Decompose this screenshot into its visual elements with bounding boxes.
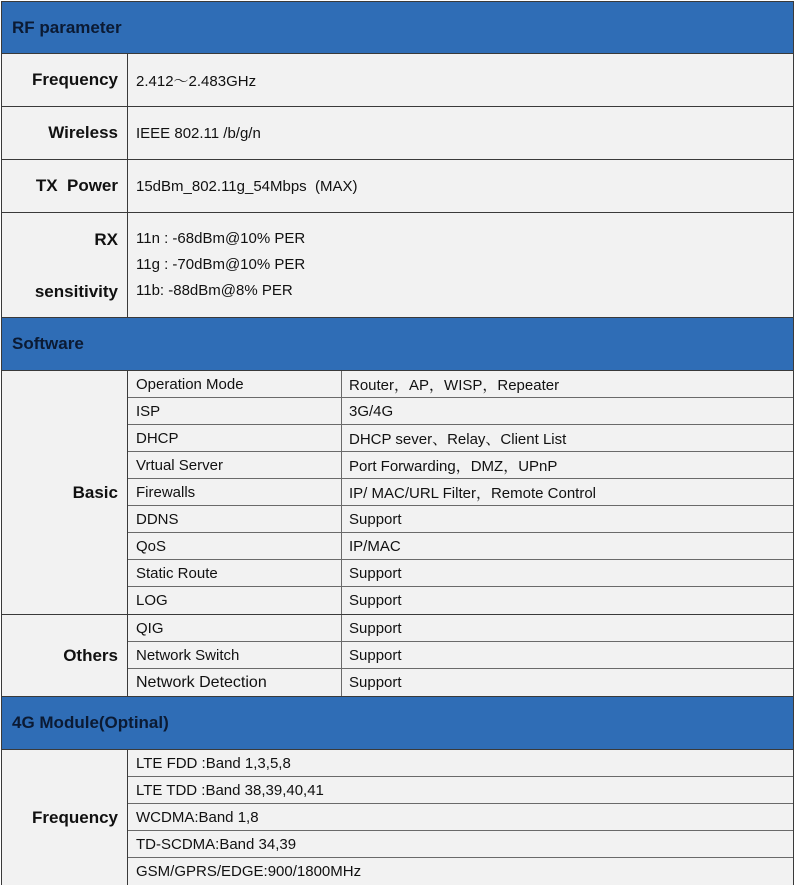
label-wireless: Wireless <box>2 107 128 159</box>
feature-cell: DDNS <box>128 506 342 532</box>
value-cell: IP/MAC <box>349 537 401 555</box>
others-rows <box>128 615 793 696</box>
value-cell: 3G/4G <box>349 402 394 420</box>
basic-row <box>128 506 793 533</box>
row-wireless <box>2 107 793 160</box>
feature-cell: ISP <box>128 398 342 424</box>
feature-cell: Network Detection <box>128 669 342 696</box>
rx-value-11n: 11n : -68dBm@10% PER <box>136 230 306 247</box>
value-cell: Support <box>349 646 402 664</box>
label-rx-sensitivity <box>2 213 128 317</box>
section-header-software <box>2 318 793 371</box>
value-cell: Router，AP，WISP，Repeater <box>349 376 560 394</box>
band-row: LTE FDD :Band 1,3,5,8 <box>128 750 793 777</box>
row-tx-power <box>2 160 793 213</box>
value-tx-power: 15dBm_802.11g_54Mbps (MAX) <box>136 177 358 195</box>
basic-row <box>128 560 793 587</box>
section-title-software: Software <box>12 334 84 353</box>
feature-cell: QIG <box>128 615 342 641</box>
band-row: LTE TDD :Band 38,39,40,41 <box>128 777 793 804</box>
basic-row <box>128 587 793 614</box>
feature-cell: Vrtual Server <box>128 452 342 478</box>
feature-cell: QoS <box>128 533 342 559</box>
row-rx-sensitivity <box>2 213 793 318</box>
label-tx-power: TX Power <box>2 160 128 212</box>
group-basic <box>2 371 793 615</box>
basic-row <box>128 452 793 479</box>
group-others <box>2 615 793 697</box>
value-cell: IP/ MAC/URL Filter，Remote Control <box>349 484 597 502</box>
group-4g-frequency <box>2 750 793 885</box>
band-row: WCDMA:Band 1,8 <box>128 804 793 831</box>
basic-row <box>128 371 793 398</box>
basic-row <box>128 479 793 506</box>
label-frequency: Frequency <box>2 54 128 106</box>
rx-value-11g: 11g : -70dBm@10% PER <box>136 256 306 273</box>
band-rows <box>128 750 793 885</box>
basic-row <box>128 398 793 425</box>
spec-table <box>1 1 794 885</box>
basic-row <box>128 533 793 560</box>
value-wireless: IEEE 802.11 /b/g/n <box>136 124 261 142</box>
others-row <box>128 669 793 696</box>
label-sensitivity: sensitivity <box>34 282 118 301</box>
value-cell: Support <box>349 510 402 528</box>
feature-cell: LOG <box>128 587 342 614</box>
rx-value-11b: 11b: -88dBm@8% PER <box>136 282 293 299</box>
label-basic: Basic <box>2 371 128 614</box>
row-frequency <box>2 54 793 107</box>
label-4g-frequency: Frequency <box>2 750 128 885</box>
feature-cell: Firewalls <box>128 479 342 505</box>
section-title-rf: RF parameter <box>12 17 122 37</box>
feature-cell: Network Switch <box>128 642 342 668</box>
value-rx-sensitivity <box>128 213 793 317</box>
value-cell: Support <box>349 592 402 609</box>
section-header-4g-module <box>2 697 793 750</box>
others-row <box>128 642 793 669</box>
feature-cell: Operation Mode <box>128 371 342 397</box>
value-cell: Support <box>349 674 402 691</box>
value-frequency: 2.412～2.483GHz <box>136 72 257 90</box>
value-cell: Support <box>349 564 402 582</box>
feature-cell: DHCP <box>128 425 342 451</box>
basic-row <box>128 425 793 452</box>
others-row <box>128 615 793 642</box>
basic-rows <box>128 371 793 614</box>
section-title-4g-module: 4G Module(Optinal) <box>12 713 169 732</box>
value-cell: Support <box>349 619 402 637</box>
value-cell: DHCP sever、Relay、Client List <box>349 430 567 448</box>
label-others: Others <box>2 615 128 696</box>
feature-cell: Static Route <box>128 560 342 586</box>
band-row: TD-SCDMA:Band 34,39 <box>128 831 793 858</box>
value-cell: Port Forwarding，DMZ，UPnP <box>349 457 558 475</box>
band-row: GSM/GPRS/EDGE:900/1800MHz <box>136 863 362 880</box>
label-rx: RX <box>94 230 118 249</box>
section-header-rf <box>2 2 793 54</box>
